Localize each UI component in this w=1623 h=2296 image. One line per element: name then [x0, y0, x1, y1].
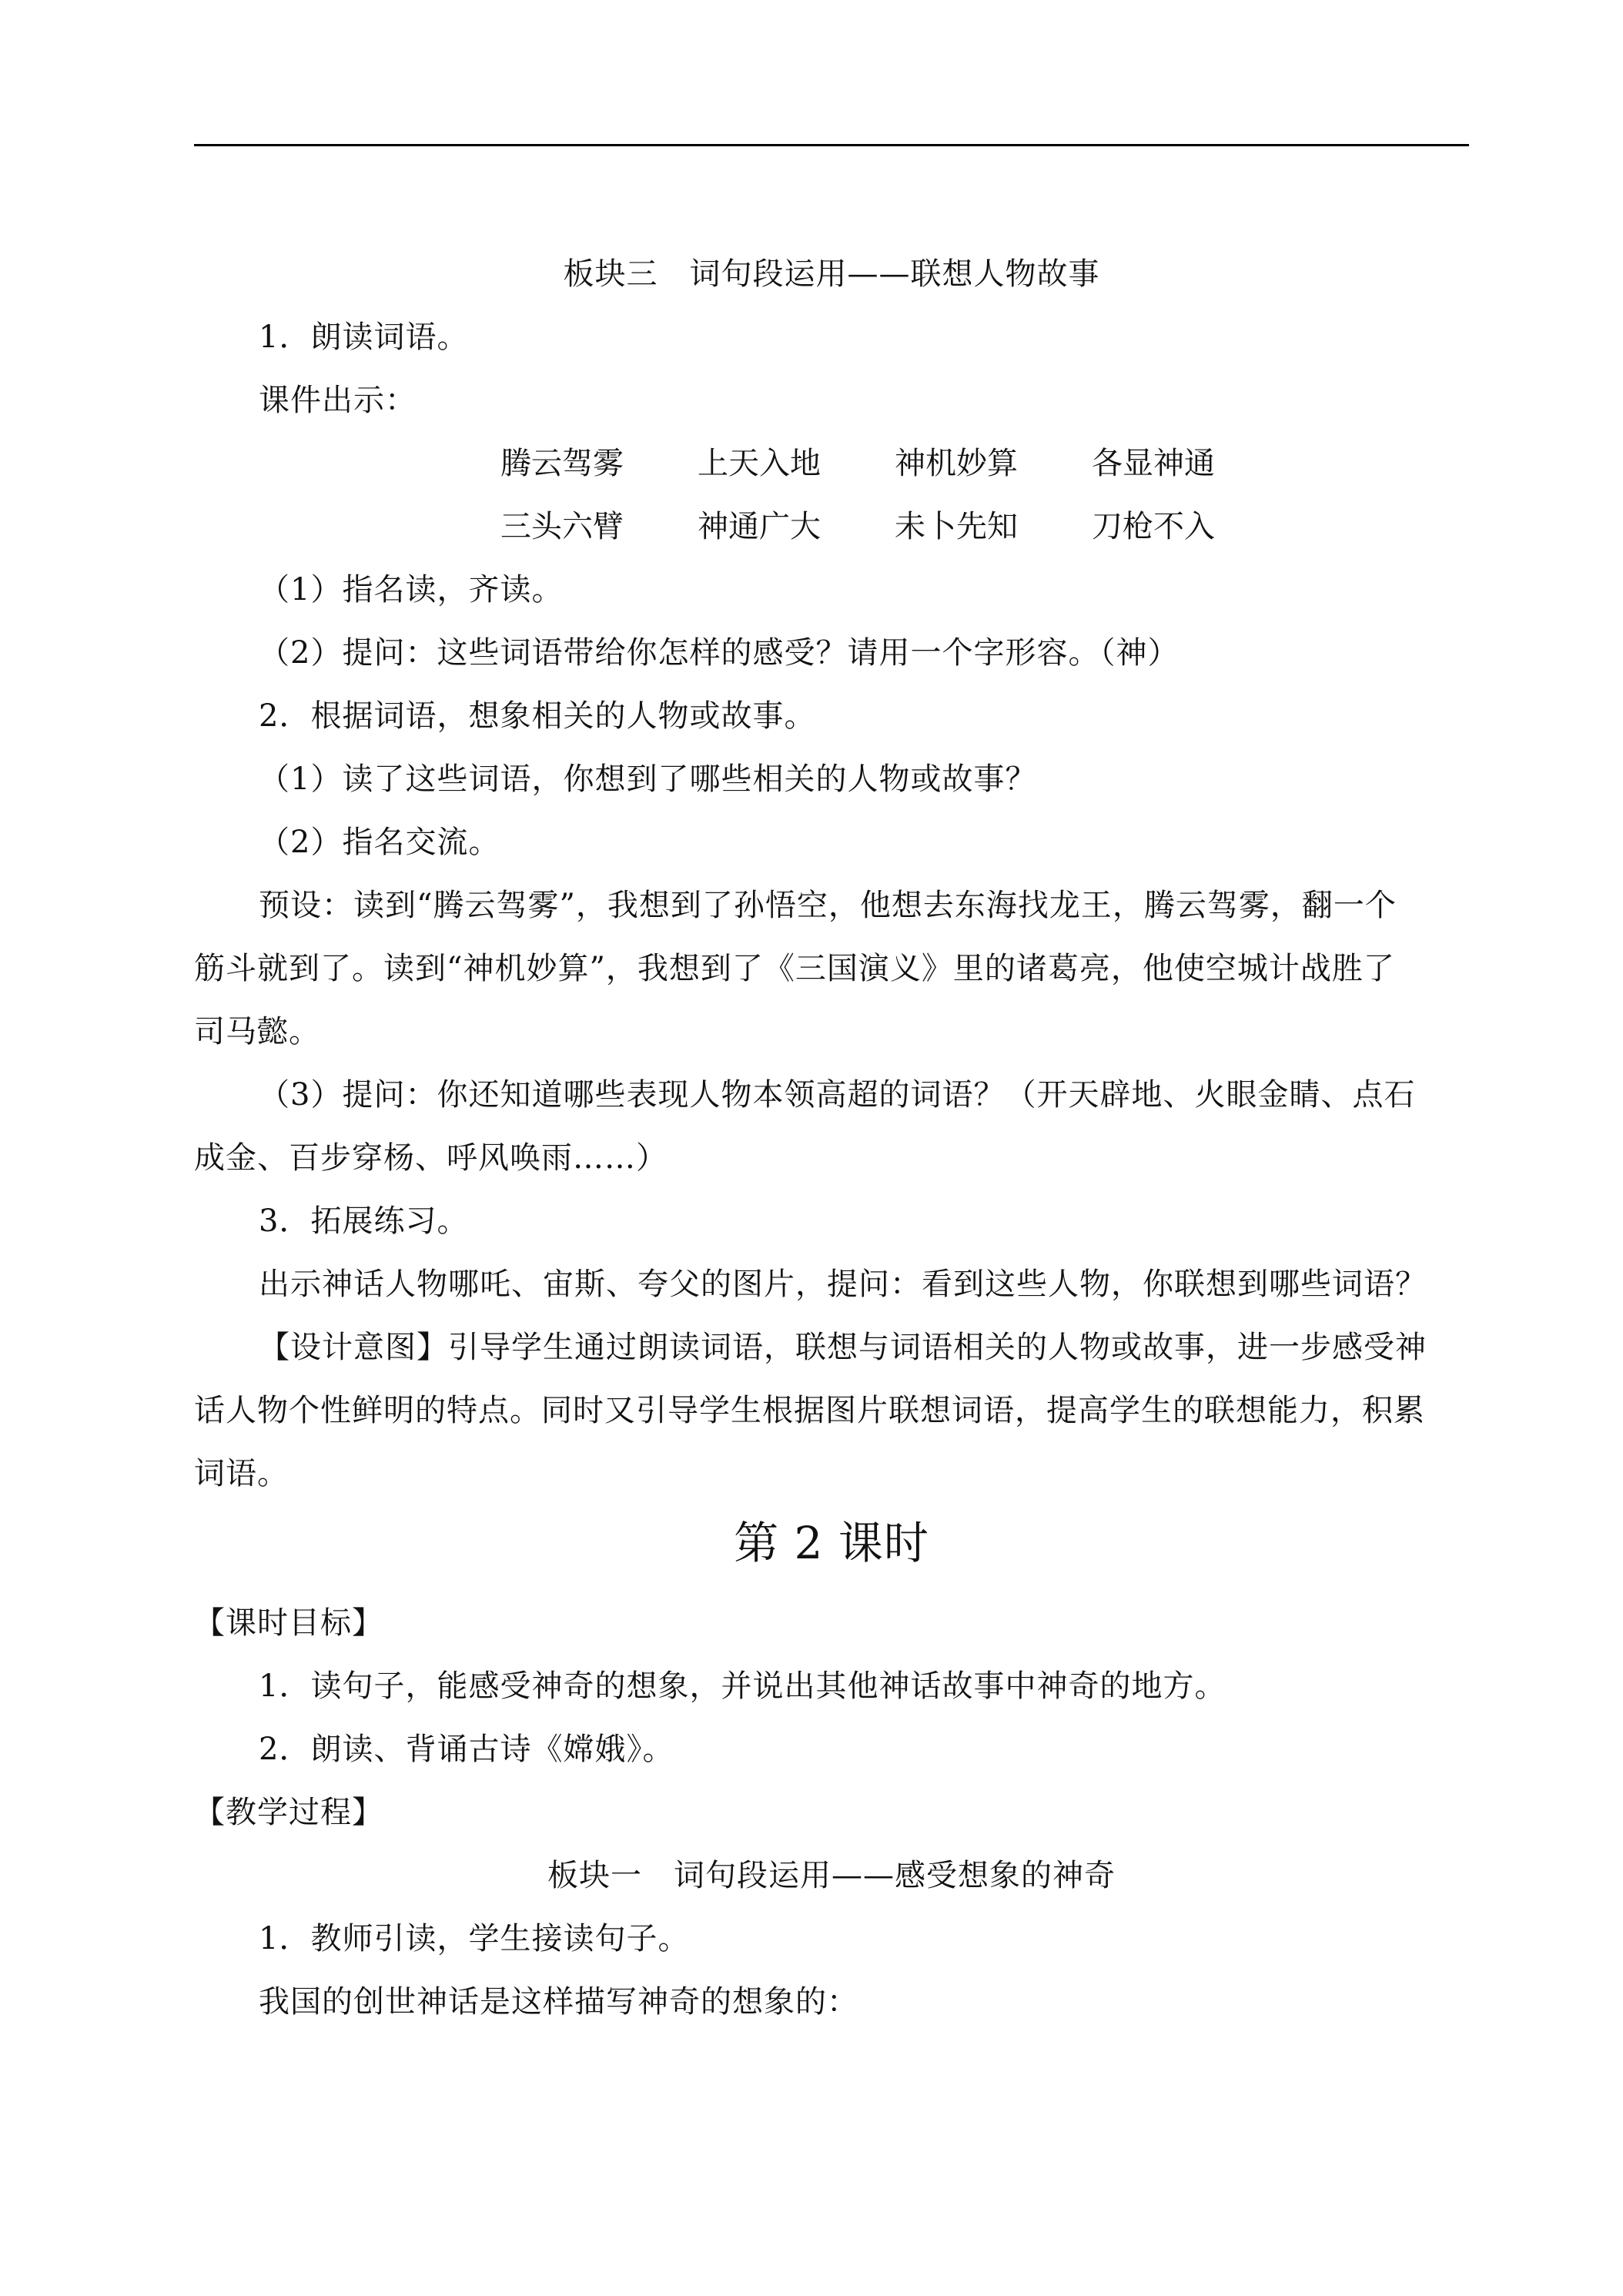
goal-1: 1．读句子，能感受神奇的想象，并说出其他神话故事中神奇的地方。	[259, 1668, 1226, 1704]
header-rule	[194, 144, 1469, 146]
sub-item-2-1: （1）读了这些词语，你想到了哪些相关的人物或故事？	[259, 761, 1037, 797]
word: 各显神通	[1092, 446, 1215, 481]
process-heading: 【教学过程】	[194, 1795, 383, 1830]
word: 刀枪不入	[1092, 509, 1215, 544]
word: 未卜先知	[895, 509, 1018, 544]
design-intent-line-1: 【设计意图】引导学生通过朗读词语，联想与词语相关的人物或故事，进一步感受神	[259, 1330, 1427, 1365]
word: 神机妙算	[895, 446, 1018, 481]
design-intent-line-3: 词语。	[194, 1456, 289, 1491]
design-intent-line-2: 话人物个性鲜明的特点。同时又引导学生根据图片联想词语，提高学生的联想能力，积累	[194, 1393, 1425, 1428]
preset-line-1: 预设：读到“腾云驾雾”，我想到了孙悟空，他想去东海找龙王，腾云驾雾，翻一个	[259, 888, 1397, 923]
word: 三头六臂	[500, 509, 624, 544]
step-1: 1．教师引读，学生接读句子。	[259, 1921, 690, 1956]
sub-item-1: （1）指名读，齐读。	[259, 572, 564, 607]
preset-line-3: 司马懿。	[194, 1014, 320, 1049]
item1-read-words: 1．朗读词语。	[259, 320, 469, 355]
item2-imagine: 2．根据词语，想象相关的人物或故事。	[259, 698, 816, 734]
goals-heading: 【课时目标】	[194, 1605, 383, 1641]
sub-item-2: （2）提问：这些词语带给你怎样的感受？请用一个字形容。（神）	[259, 635, 1180, 671]
item3-practice: 3．拓展练习。	[259, 1203, 469, 1239]
sub-item-2-3-line-1: （3）提问：你还知道哪些表现人物本领高超的词语？（开天辟地、火眼金睛、点石	[259, 1077, 1416, 1113]
words-row-2	[500, 497, 1289, 556]
sub-item-2-3-line-2: 成金、百步穿杨、呼风唤雨……）	[194, 1140, 668, 1176]
word: 上天入地	[698, 446, 821, 481]
preset-line-2: 筋斗就到了。读到“神机妙算”，我想到了《三国演义》里的诸葛亮，他使空城计战胜了	[194, 951, 1395, 986]
words-row-1	[500, 434, 1289, 493]
section1-title: 板块一 词句段运用——感受想象的神奇	[547, 1858, 1116, 1893]
word: 神通广大	[698, 509, 821, 544]
section3-title: 板块三 词句段运用——联想人物故事	[563, 256, 1100, 292]
goal-2: 2．朗读、背诵古诗《嫦娥》。	[259, 1732, 674, 1767]
lesson-title: 第 2 课时	[734, 1517, 929, 1569]
item3-text: 出示神话人物哪吒、宙斯、夸父的图片，提问：看到这些人物，你联想到哪些词语？	[259, 1267, 1427, 1302]
word: 腾云驾雾	[500, 446, 624, 481]
courseware-label: 课件出示：	[259, 383, 417, 418]
step-1-text: 我国的创世神话是这样描写神奇的想象的：	[259, 1984, 858, 2020]
sub-item-2-2: （2）指名交流。	[259, 825, 500, 860]
